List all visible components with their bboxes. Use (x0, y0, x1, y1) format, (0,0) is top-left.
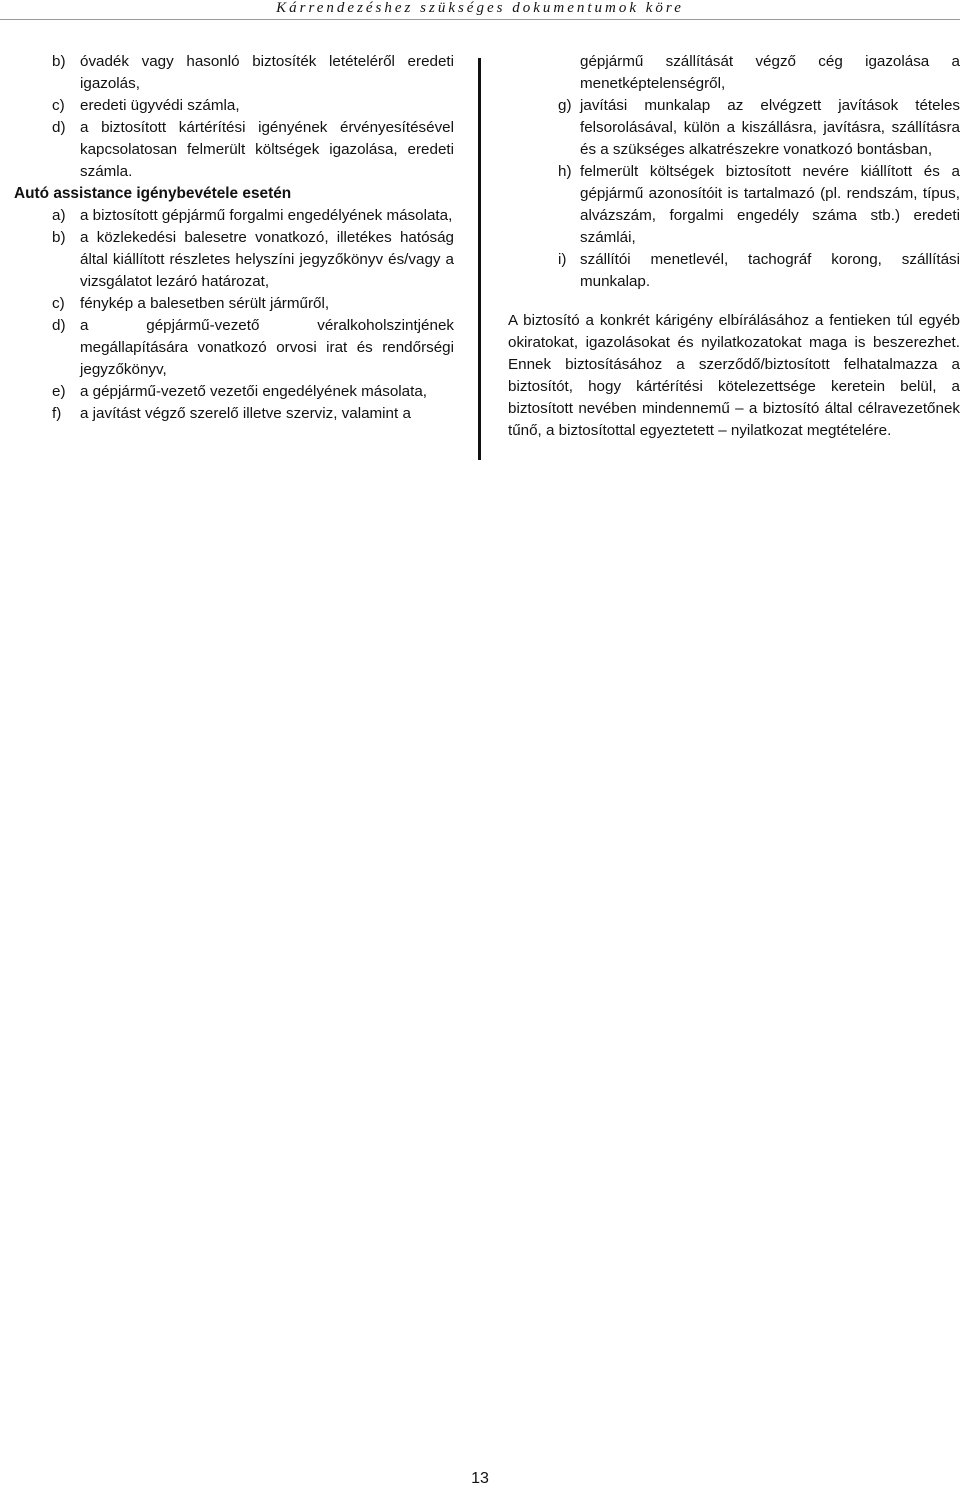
list-item (14, 315, 454, 381)
list-item (508, 249, 960, 293)
item-label: c) (52, 295, 65, 312)
item-text: fénykép a balesetben sérült járműről, (80, 295, 330, 312)
section-heading: Autó assistance igénybevétele esetén (14, 185, 292, 202)
header-rule (0, 19, 960, 20)
item-text: a javítást végző szerelő illetve szerviz, valamint a (80, 405, 411, 422)
item-text: a biztosított kártérítési igényének érvényesítésével kapcsolatosan felmerült költségek igazolása, eredeti számla. (80, 119, 454, 180)
list-item (14, 51, 454, 95)
list-item (508, 161, 960, 249)
item-text: a közlekedési balesetre vonatkozó, illetékes hatóság által kiállított részletes helyszíni jegyzőkönyv és/vagy a vizsgálatot lezáró határozat, (80, 229, 454, 290)
item-text: a gépjármű-vezető véralkoholszintjének megállapítására vonatkozó orvosi irat és rendőrségi jegyzőkönyv, (80, 317, 454, 378)
right-column (508, 51, 960, 442)
list-item (14, 381, 454, 403)
list-item (14, 403, 454, 425)
body-paragraph: A biztosító a konkrét kárigény elbírálásához a fentieken túl egyéb okiratokat, igazolásokat és nyilatkozatokat maga is beszerezhet. Ennek biztosításához a szerződő/biztosított felhatalmazza a biztosítót, hogy kártérítési kötelezettsége keretein belül, a biztosított nevében mindennemű – a biztosító által célravezetőnek tűnő, a biztosítottal egyeztetett – nyilatkozat megtételére. (508, 312, 960, 439)
item-label: g) (558, 97, 572, 114)
item-text: óvadék vagy hasonló biztosíték letételéről eredeti igazolás, (80, 53, 454, 92)
item-label: i) (558, 251, 567, 268)
item-label: d) (52, 317, 66, 334)
item-label: a) (52, 207, 66, 224)
item-label: b) (52, 53, 66, 70)
list-item (508, 95, 960, 161)
item-text: eredeti ügyvédi számla, (80, 97, 240, 114)
item-label: d) (52, 119, 66, 136)
item-label: h) (558, 163, 572, 180)
list-item (14, 95, 454, 117)
list-item (14, 117, 454, 183)
column-divider (478, 58, 481, 460)
item-text: a biztosított gépjármű forgalmi engedélyének másolata, (80, 207, 453, 224)
item-label: f) (52, 405, 62, 422)
list-item (14, 205, 454, 227)
continued-item-text: gépjármű szállítását végző cég igazolása a menetképtelenségről, (580, 53, 960, 92)
page-number: 13 (471, 1470, 489, 1487)
left-column (14, 51, 454, 425)
item-label: b) (52, 229, 66, 246)
item-text: javítási munkalap az elvégzett javítások tételes felsorolásával, külön a kiszállásra, javításra, szállításra és a szükséges alkatrészekre vonatkozó bontásban, (580, 97, 960, 158)
item-text: felmerült költségek biztosított nevére kiállított és a gépjármű azonosítóit is tartalmazó (pl. rendszám, típus, alvázszám, forgalmi engedély száma stb.) eredeti számlái, (580, 163, 960, 246)
item-text: a gépjármű-vezető vezetői engedélyének másolata, (80, 383, 427, 400)
item-label: c) (52, 97, 65, 114)
running-header-title: Kárrendezéshez szükséges dokumentumok köre (276, 0, 684, 16)
list-item (14, 227, 454, 293)
list-item (14, 293, 454, 315)
item-text: szállítói menetlevél, tachográf korong, szállítási munkalap. (580, 251, 960, 290)
item-label: e) (52, 383, 66, 400)
